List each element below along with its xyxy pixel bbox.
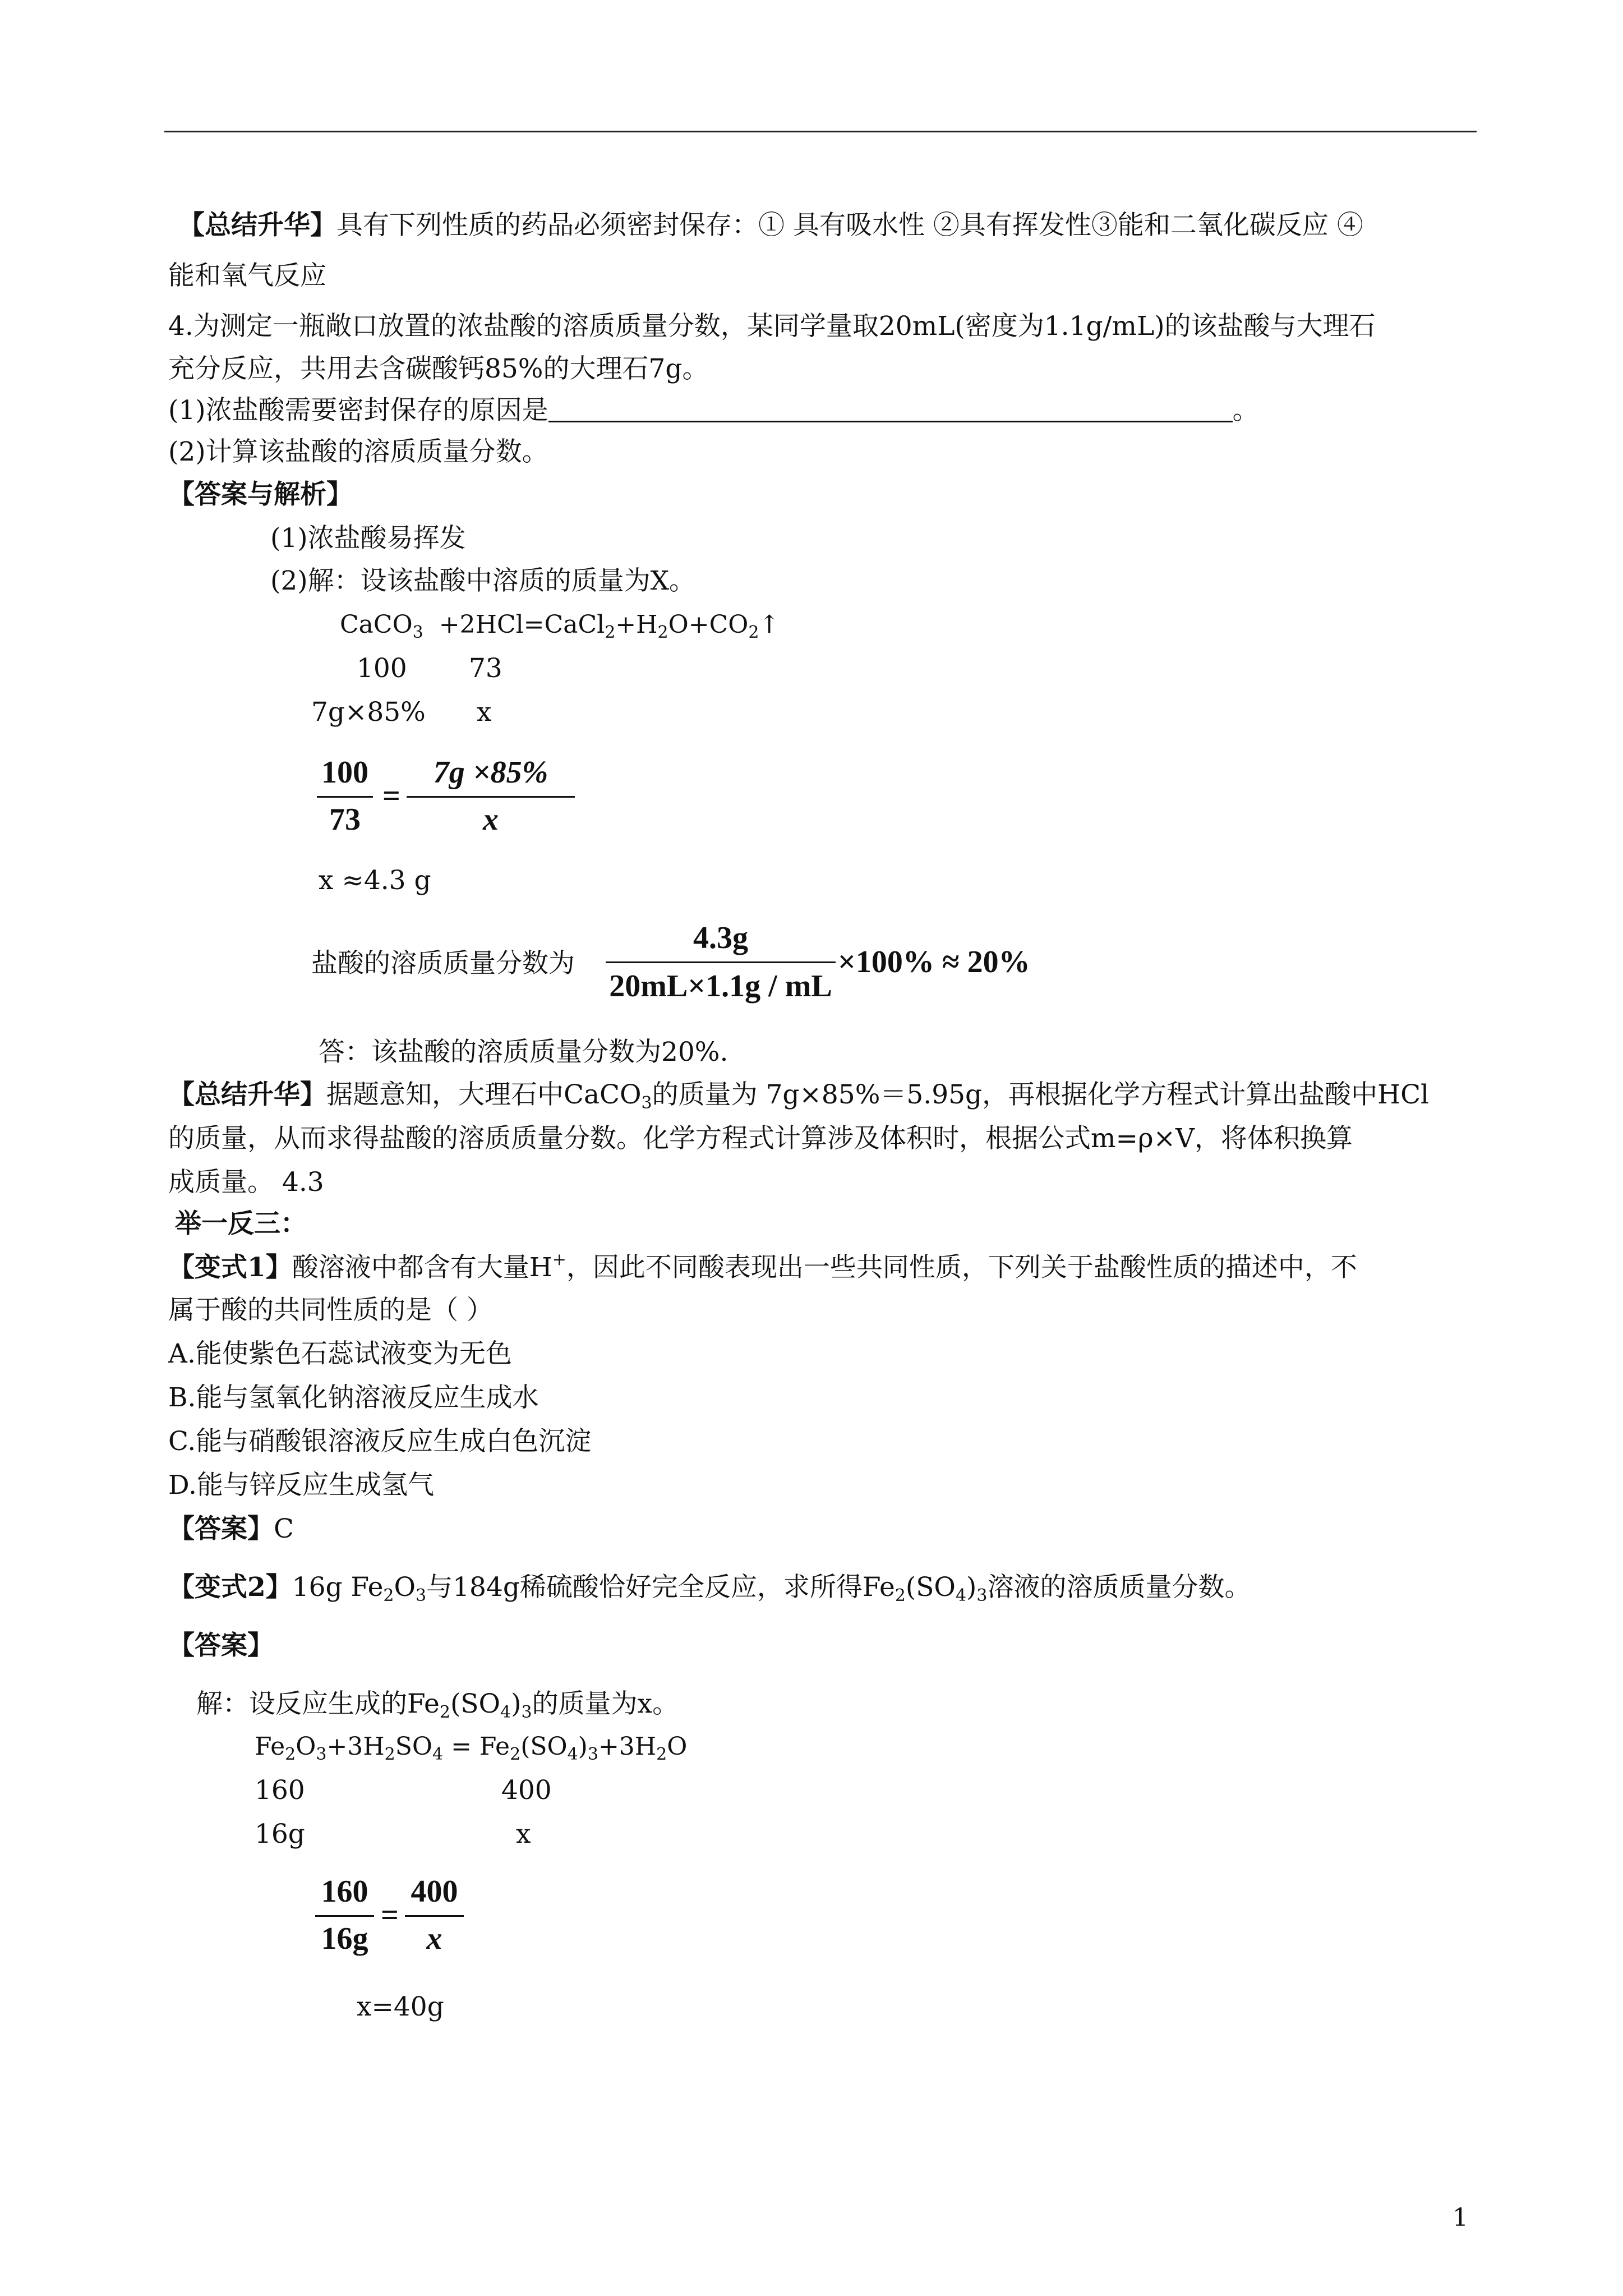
chemical-equation: CaCO$_3$ $+2HCl=CaCl_2+H_2O+CO_2↑$ (340, 610, 780, 642)
summary-tag: 【总结升华】 (178, 210, 336, 241)
summary-line-2: 能和氧气反应 (168, 260, 326, 291)
variant2-setup: 解：设反应生成的$Fe_2(SO_4)_3$的质量为x。 (196, 1688, 679, 1722)
variant2-answer-header: 【答案】 (168, 1630, 274, 1661)
page-number: 1 (1453, 2203, 1468, 2232)
molar-mass-fe2o3: 160 (255, 1775, 305, 1806)
variant2-equation: $Fe_2O_3+3H_2SO_4 = Fe_2(SO_4)_3+3H_2O$ (255, 1732, 688, 1764)
solution-answer-1: (1)浓盐酸易挥发 (270, 523, 466, 554)
variant1-line-1: 【变式1】酸溶液中都含有大量H+，因此不同酸表现出一些共同性质，下列关于盐酸性质的描述中，不 (168, 1250, 1357, 1283)
option-d: D.能与锌反应生成氢气 (168, 1470, 434, 1501)
molar-mass-hcl: 73 (469, 653, 502, 684)
option-a: A.能使紫色石蕊试液变为无色 (168, 1338, 512, 1369)
summary-text: 具有下列性质的药品必须密封保存：① 具有吸水性 ②具有挥发性③能和二氧化碳反应 ④ (336, 210, 1363, 241)
question-line-2: 充分反应，共用去含碳酸钙85%的大理石7g。 (168, 353, 709, 384)
question-part-1: (1)浓盐酸需要密封保存的原因是 。 (168, 395, 1259, 426)
option-b: B.能与氢氧化钠溶液反应生成水 (168, 1382, 539, 1413)
header-rule (164, 131, 1477, 132)
practice-header: 举一反三： (175, 1208, 307, 1239)
solution-setup: (2)解：设该盐酸中溶质的质量为X。 (270, 565, 696, 596)
answer-blank (548, 396, 1233, 422)
summary2-line-3: 成质量。 4.3 (168, 1167, 324, 1198)
given-mass: 7g×85% (311, 697, 426, 728)
molar-mass-fe2so43: 400 (501, 1775, 552, 1806)
variant2-question: 【变式2】16g $Fe_2O_3$与184g稀硫酸恰好完全反应，求所得$Fe_2(SO_4)_3$溶液的溶质质量分数。 (168, 1572, 1251, 1605)
variant2-unknown: x (516, 1819, 531, 1849)
question-line-1: 4.为测定一瓶敞口放置的浓盐酸的溶质质量分数，某同学量取20mL(密度为1.1g/mL)的该盐酸与大理石 (168, 311, 1376, 342)
variant2-result: x=40g (357, 1991, 444, 2022)
summary-line-1 (178, 209, 1363, 242)
question-part-2: (2)计算该盐酸的溶质质量分数。 (168, 436, 548, 467)
summary2-line-2: 的质量，从而求得盐酸的溶质质量分数。化学方程式计算涉及体积时，根据公式m=ρ×V，将体积换算 (168, 1123, 1353, 1154)
summary2-line-1: 【总结升华】据题意知，大理石中CaCO$_3$的质量为 7g×85%＝5.95g，再根据化学方程式计算出盐酸中HCl (168, 1079, 1430, 1113)
solution-final-answer: 答：该盐酸的溶质质量分数为20%. (319, 1037, 728, 1068)
variant2-given-mass: 16g (255, 1819, 305, 1849)
unknown-mass: x (477, 697, 492, 728)
variant1-answer: 【答案】C (168, 1513, 294, 1544)
percent-prefix: 盐酸的溶质质量分数为 (311, 948, 575, 979)
percent-tail: ×100% ≈ 20% (838, 945, 1030, 979)
variant1-line-2: 属于酸的共同性质的是（ ） (168, 1295, 493, 1326)
x-result: x ≈4.3 g (319, 865, 431, 896)
answer-header: 【答案与解析】 (168, 479, 353, 510)
molar-mass-caco3: 100 (357, 653, 407, 684)
option-c: C.能与硝酸银溶液反应生成白色沉淀 (168, 1426, 592, 1457)
